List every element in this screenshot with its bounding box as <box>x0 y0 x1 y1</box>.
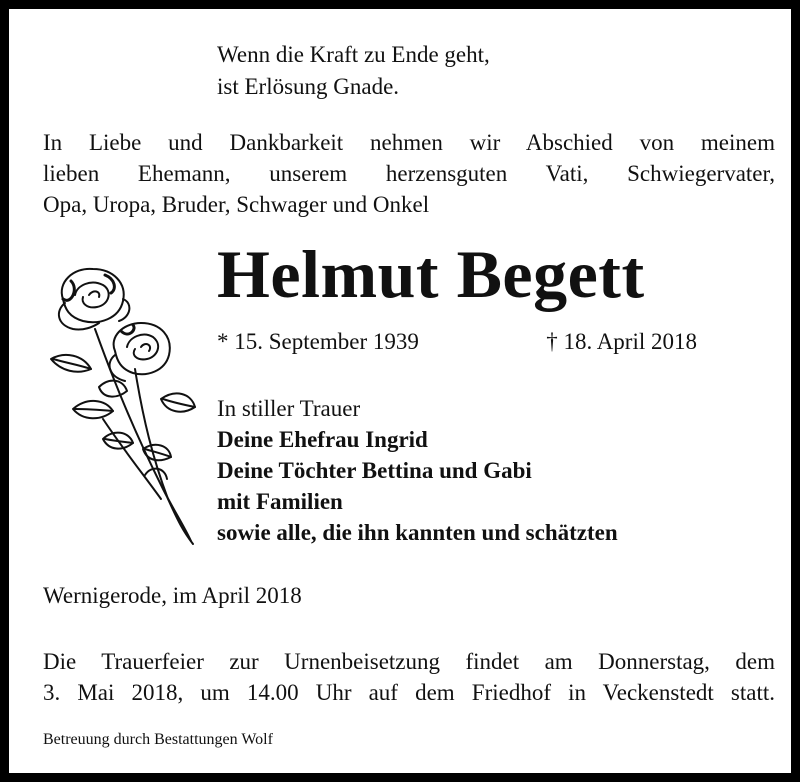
intro-text <box>43 127 775 220</box>
poem-line: ist Erlösung Gnade. <box>217 74 400 99</box>
intro-line: lieben Ehemann, unserem herzensguten Vati, Schwiegervater, <box>43 161 775 186</box>
funeral-line: 3. Mai 2018, um 14.00 Uhr auf dem Friedhof in Veckenstedt statt. <box>43 680 775 705</box>
mourner-line: sowie alle, die ihn kannten und schätzten <box>217 520 618 545</box>
funeral-line: Die Trauerfeier zur Urnenbeisetzung findet am Donnerstag, dem <box>43 649 775 674</box>
funeral-home-credit: Betreuung durch Bestattungen Wolf <box>43 731 273 748</box>
intro-line: In Liebe und Dankbarkeit nehmen wir Abschied von meinem <box>43 130 775 155</box>
mourner-line: Deine Ehefrau Ingrid <box>217 427 428 452</box>
funeral-info <box>43 646 775 708</box>
birth-date: * 15. September 1939 <box>217 329 419 354</box>
poem-line: Wenn die Kraft zu Ende geht, <box>217 42 490 67</box>
death-date: † 18. April 2018 <box>546 329 697 354</box>
mourner-line: Deine Töchter Bettina und Gabi <box>217 458 532 483</box>
deceased-name: Helmut Begett <box>217 236 645 312</box>
place-date: Wernigerode, im April 2018 <box>43 583 302 608</box>
mourners <box>217 393 618 548</box>
roses-illustration <box>43 259 203 549</box>
intro-line: Opa, Uropa, Bruder, Schwager und Onkel <box>43 192 430 217</box>
mourners-heading: In stiller Trauer <box>217 396 361 421</box>
mourner-line: mit Familien <box>217 489 343 514</box>
poem <box>217 39 490 103</box>
